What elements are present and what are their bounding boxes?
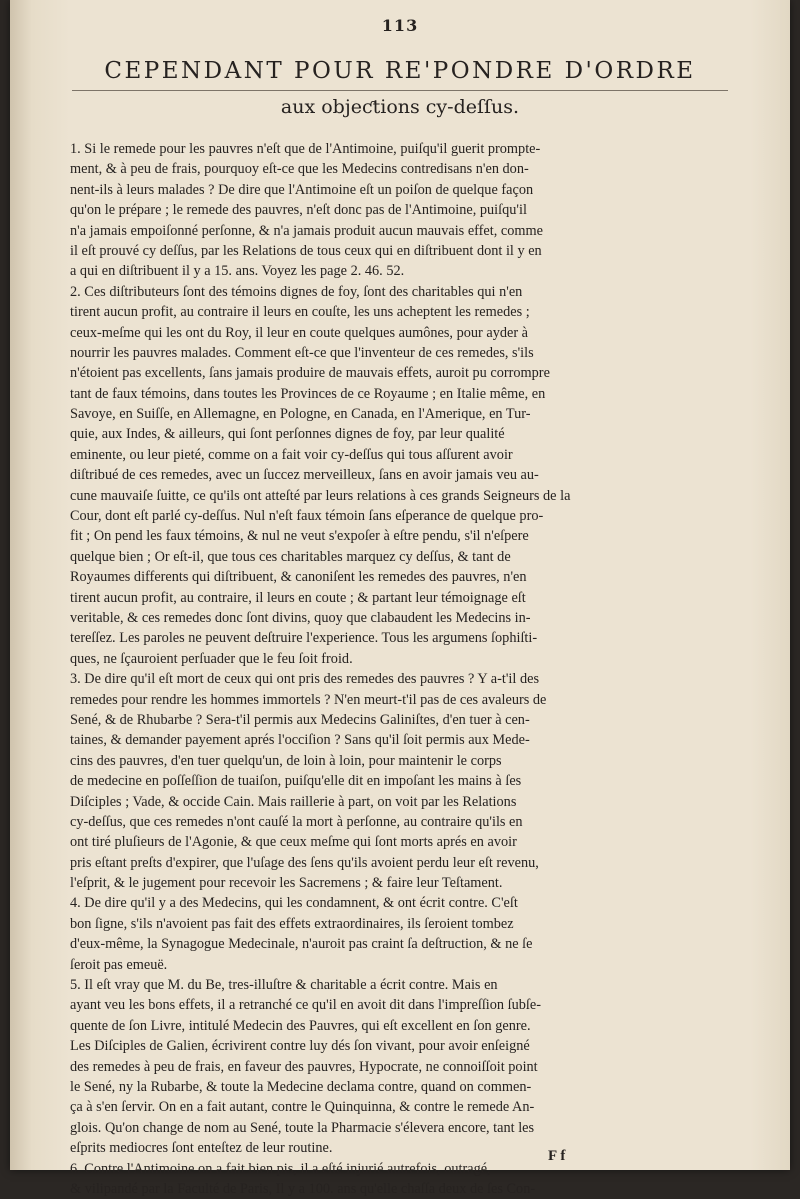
text-line: nent-ils à leurs malades ? De dire que l'Antimoine eſt un poiſon de quelque façon <box>70 181 534 198</box>
text-line: ques, ne ſçauroient perſuader que le feu ſoit froid. <box>70 650 353 667</box>
text-line: ça à s'en ſervir. On en a fait autant, contre le Quinquinna, & contre le remede An- <box>70 1099 535 1116</box>
title-rule <box>72 90 728 91</box>
body-text <box>70 139 730 1199</box>
text-line: veritable, & ces remedes donc ſont divins, quoy que clabaudent les Medecins in- <box>70 609 531 626</box>
text-line: 6. Contre l'Antimoine on a fait bien pis, il a eſté injurié autrefois, outragé, <box>70 1160 491 1177</box>
text-line: qu'on le prépare ; le remede des pauvres, n'eſt donc pas de l'Antimoine, puiſqu'il <box>70 202 527 219</box>
text-line: l'eſprit, & le jugement pour recevoir les Sacremens ; & faire leur Teſtament. <box>70 875 503 892</box>
text-line: pris eſtant preſts d'expirer, que l'uſage des ſens qu'ils avoient perdu leur eſt revenu, <box>70 854 539 871</box>
text-line: quelque bien ; Or eſt-il, que tous ces charitables marquez cy deſſus, & tant de <box>70 548 511 565</box>
page-subtitle: aux objeƈtions cy-deſſus. <box>280 96 520 118</box>
text-line: diſtribué de ces remedes, avec un ſuccez merveilleux, ſans en avoir jamais veu au- <box>70 467 539 484</box>
text-line: tirent aucun profit, au contraire, il leurs en coute ; & partant leur témoignage eſt <box>70 589 526 606</box>
text-line: quie, aux Indes, & ailleurs, qui ſont perſonnes dignes de foy, par leur qualité <box>70 426 505 443</box>
text-line: remedes pour rendre les hommes immortels ? N'en meurt-t'il pas de ces avaleurs de <box>70 691 547 708</box>
text-line: cy-deſſus, que ces remedes n'ont cauſé la mort à perſonne, au contraire qu'ils en <box>70 813 523 830</box>
text-line: eſprits mediocres ſont enteſtez de leur routine. <box>70 1140 333 1157</box>
text-line: 3. De dire qu'il eſt mort de ceux qui ont pris des remedes des pauvres ? Y a-t'il des <box>70 671 540 688</box>
text-line: il eſt prouvé cy deſſus, par les Relations de tous ceux qui en diſtribuent dont il y en <box>70 242 542 259</box>
signature-mark: F f <box>548 1148 566 1164</box>
text-line: tant de faux témoins, dans toutes les Provinces de ce Royaume ; en Italie même, en <box>70 385 546 402</box>
page-title: CEPENDANT POUR RE'PONDRE D'ORDRE <box>104 58 696 84</box>
text-line: n'étoient pas excellents, ſans jamais produire de mauvais effets, auroit pu corrompre <box>70 365 550 382</box>
text-line: de medecine en poſſeſſion de tuaiſon, puiſqu'elle dit en impoſant les mains à ſes <box>70 773 522 790</box>
text-line: & vilipandé par la Faculté de Paris, Il y a 100. ans qu'elle chaſſa deux de ſes Con- <box>70 1180 536 1197</box>
text-line: 4. De dire qu'il y a des Medecins, qui les condamnent, & ont écrit contre. C'eſt <box>70 895 518 912</box>
text-line: des remedes à peu de frais, en faveur des pauvres, Hypocrate, ne connoiſſoit point <box>70 1058 538 1075</box>
text-line: ceux-meſme qui les ont du Roy, il leur en coute quelques aumônes, pour ayder à <box>70 324 529 341</box>
text-line: glois. Qu'on change de nom au Sené, toute la Pharmacie s'élevera encore, tant les <box>70 1119 535 1136</box>
text-line: 1. Si le remede pour les pauvres n'eſt que de l'Antimoine, puiſqu'il guerit prompte- <box>70 141 541 157</box>
text-line: n'a jamais empoiſonné perſonne, & n'a jamais produit aucun mauvais effet, comme <box>70 222 543 239</box>
text-line: ont tiré pluſieurs de l'Agonie, & que ceux meſme qui ſont morts aprés en avoir <box>70 834 517 851</box>
text-line: cins des pauvres, d'en tuer quelqu'un, de loin à loin, pour maintenir le corps <box>70 752 502 769</box>
text-line: Royaumes differents qui diſtribuent, & canoniſent les remedes des pauvres, n'en <box>70 569 527 586</box>
text-line: 2. Ces diſtributeurs ſont des témoins dignes de foy, ſont des charitables qui n'en <box>70 283 523 300</box>
text-line: Sené, & de Rhubarbe ? Sera-t'il permis aux Medecins Galiniſtes, d'en tuer à cen- <box>70 711 530 728</box>
text-line: le Sené, ny la Rubarbe, & toute la Medecine declama contre, quand on commen- <box>70 1078 532 1095</box>
text-line: Savoye, en Suiſſe, en Allemagne, en Pologne, en Canada, en l'Amerique, en Tur- <box>70 406 531 423</box>
text-line: tirent aucun profit, au contraire il leurs en couſte, les uns acheptent les remedes ; <box>70 304 530 321</box>
text-line: d'eux-même, la Synagogue Medecinale, n'auroit pas craint ſa deſtruction, & ne ſe <box>70 936 533 953</box>
text-line: Cour, dont eſt parlé cy-deſſus. Nul n'eſt faux témoin ſans eſperance de quelque pro- <box>70 508 544 525</box>
text-line: bon ſigne, s'ils n'avoient pas fait des effets extraordinaires, ils ſeroient tombez <box>70 915 514 932</box>
book-page <box>10 0 790 1197</box>
text-line: ayant veu les bons effets, il a retranché ce qu'il en avoit dit dans l'impreſſion ſubſe- <box>70 997 541 1014</box>
text-line: Diſciples ; Vade, & occide Cain. Mais raillerie à part, on voit par les Relations <box>70 793 517 810</box>
text-line: ment, & à peu de frais, pourquoy eſt-ce que les Medecins contredisans n'en don- <box>70 161 529 178</box>
text-line: ſeroit pas emeuë. <box>70 956 168 973</box>
text-line: eminente, ou leur pieté, comme on a fait voir cy-deſſus qui tous aſſurent avoir <box>70 446 513 463</box>
text-line: quente de ſon Livre, intitulé Medecin des Pauvres, qui eſt excellent en ſon genre. <box>70 1017 531 1034</box>
page-number: 113 <box>381 16 419 35</box>
text-line: tereſſez. Les paroles ne peuvent deſtruire l'experience. Tous les argumens ſophiſti- <box>70 630 538 647</box>
text-line: Les Diſciples de Galien, écrivirent contre luy dés ſon vivant, pour avoir enſeigné <box>70 1038 530 1055</box>
text-line: fit ; On pend les faux témoins, & nul ne veut s'expoſer à eſtre pendu, s'il n'eſpere <box>70 528 529 545</box>
text-line: cune mauvaiſe ſuitte, ce qu'ils ont atteſté par leurs relations à ces grands Seigneurs de la <box>70 487 571 504</box>
text-line: 5. Il eſt vray que M. du Be, tres-illuſtre & charitable a écrit contre. Mais en <box>70 977 498 994</box>
text-line: a qui en diſtribuent il y a 15. ans. Voyez les page 2. 46. 52. <box>70 263 405 280</box>
text-line: nourrir les pauvres malades. Comment eſt-ce que l'inventeur de ces remedes, s'ils <box>70 344 534 361</box>
text-line: taines, & demander payement aprés l'occiſion ? Sans qu'il ſoit permis aux Mede- <box>70 732 530 749</box>
